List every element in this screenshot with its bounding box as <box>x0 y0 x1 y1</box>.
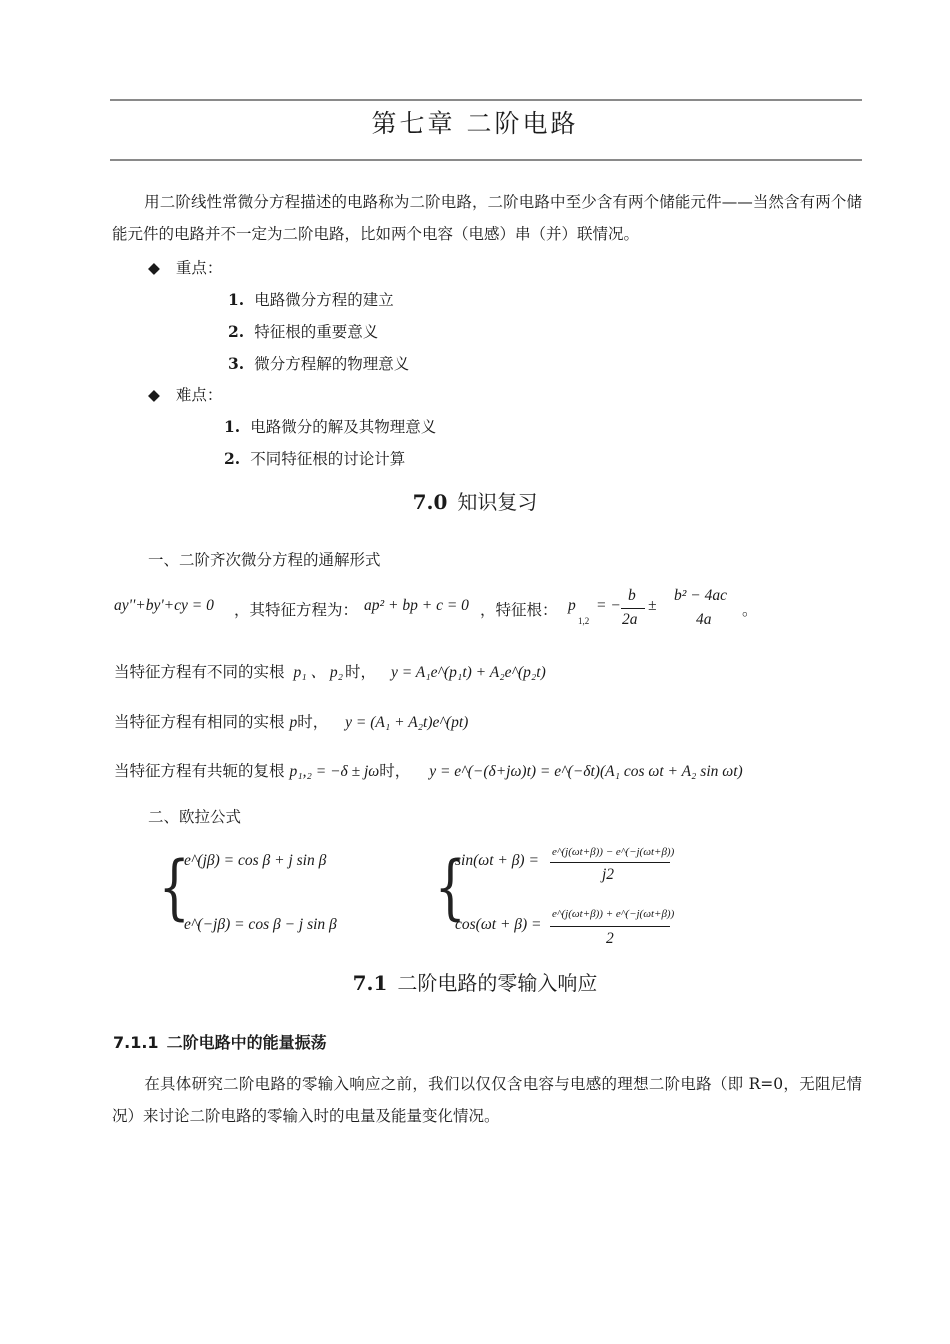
bullet-icon: ◆ <box>148 386 160 404</box>
top-rule <box>110 99 862 101</box>
intro-paragraph <box>112 186 862 250</box>
difficulty-item: 2. 不同特征根的讨论计算 <box>224 449 406 468</box>
plus-minus: ± <box>648 597 657 614</box>
frac1-denominator: 2a <box>622 611 638 628</box>
case-2: 当特征方程有相同的实根 p时， y = (A₁ + A₂t)e^(pt) <box>114 713 469 731</box>
key-point-item: 3. 微分方程解的物理意义 <box>228 354 410 373</box>
frac2-numerator: b² − 4ac <box>674 587 727 604</box>
section-7-1-title: 7.1 二阶电路的零输入响应 <box>352 971 598 995</box>
chapter-title: 第七章 二阶电路 <box>371 109 579 138</box>
key-point-item: 1. 电路微分方程的建立 <box>228 290 394 309</box>
euler-formula-2: e^(−jβ) = cos β − j sin β <box>184 916 337 933</box>
key-point-item: 2. 特征根的重要意义 <box>228 322 379 341</box>
subsection-7-1-1-title: 7.1.1 二阶电路中的能量振荡 <box>113 1033 327 1052</box>
root-lhs: p <box>568 597 576 614</box>
cos-denominator: 2 <box>606 930 614 947</box>
euler-formula-1: e^(jβ) = cos β + j sin β <box>184 852 327 869</box>
equation-text-2: ，特征根： <box>480 601 558 619</box>
closing-paragraph <box>112 1068 862 1132</box>
case-1: 当特征方程有不同的实根 p₁ 、 p₂ 时， y = A₁e^(p₁t) + A₂e^(p₂t) <box>114 663 546 681</box>
difficulties-heading: ◆ 难点： <box>148 386 223 404</box>
characteristic-equation: ap² + bp + c = 0 <box>364 597 469 614</box>
equation-end: 。 <box>742 601 758 619</box>
cos-lhs: cos(ωt + β) = <box>455 916 542 933</box>
sin-fraction-line <box>550 862 670 863</box>
difficulty-item: 1. 电路微分的解及其物理意义 <box>224 417 437 436</box>
key-points-heading: ◆ 重点： <box>148 259 223 277</box>
case-3: 当特征方程有共轭的复根 p₁,₂ = −δ ± jω时， y = e^(−(δ+jω)t) = e^(−δt)(A₁ cos ωt + A₂ sin ωt) <box>114 762 743 780</box>
sin-numerator: e^(j(ωt+β)) − e^(−j(ωt+β)) <box>552 846 675 858</box>
equation-text-1: ，其特征方程为： <box>234 601 359 619</box>
cos-fraction-line <box>550 926 670 927</box>
frac2-denominator: 4a <box>696 611 712 628</box>
cos-numerator: e^(j(ωt+β)) + e^(−j(ωt+β)) <box>552 908 675 920</box>
intro-text: 用二阶线性常微分方程描述的电路称为二阶电路，二阶电路中至少含有两个储能元件——当然含有两个储能元件的电路并不一定为二阶电路，比如两个电容（电感）串（并）联情况。 <box>112 193 862 243</box>
frac1-line <box>621 608 645 609</box>
review-2-heading: 二、欧拉公式 <box>148 808 242 826</box>
sin-denominator: j2 <box>602 866 615 883</box>
section-7-0-title: 7.0 知识复习 <box>412 490 538 514</box>
closing-text: 在具体研究二阶电路的零输入响应之前，我们以仅仅含电容与电感的理想二阶电路（即 R=0，无阻尼情况）来讨论二阶电路的零输入时的电量及能量变化情况。 <box>112 1075 862 1125</box>
review-1-heading: 一、二阶齐次微分方程的通解形式 <box>148 551 381 569</box>
sin-lhs: sin(ωt + β) = <box>455 852 539 869</box>
bottom-rule <box>110 159 862 161</box>
root-subscript: 1,2 <box>578 616 590 626</box>
right-brace: { <box>434 846 466 928</box>
bullet-icon: ◆ <box>148 259 160 277</box>
left-brace: { <box>158 846 190 928</box>
frac1-numerator: b <box>628 587 636 604</box>
ode-equation: ay''+by'+cy = 0 <box>114 597 214 614</box>
root-equals: = − <box>596 597 621 614</box>
